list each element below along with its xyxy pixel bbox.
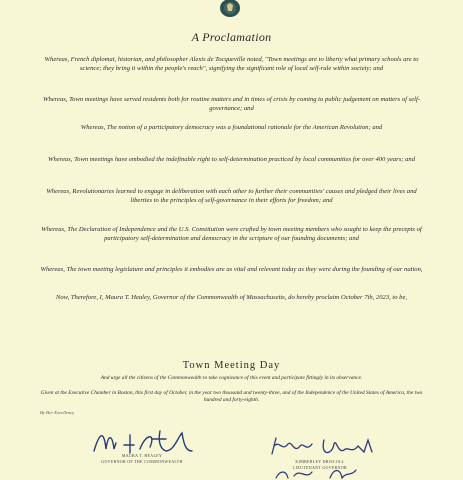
urging-text: And urge all the citizens of the Commonwealth to take cognizance of this event and participate fittingly in its observance. — [100, 375, 363, 381]
lieutenant-governor-name: KIMBERLEY DRISCOLL — [295, 459, 345, 464]
lieutenant-governor-title: LIEUTENANT GOVERNOR — [293, 465, 347, 470]
attest-label: By Her Excellency — [40, 410, 75, 415]
whereas-paragraph-5: Whereas, Revolutionaries learned to engage in deliberation with each other to further their communities' causes and pledged their lives and liberties to the principles of self-governance in their efforts for freedom; and — [46, 188, 417, 204]
whereas-paragraph-6: Whereas, The Declaration of Independence and the U.S. Constitution were crafted by town meeting members who sought to keep the precepts of participatory self-determination and democracy in the scripture of our founding documents; and — [41, 226, 422, 242]
whereas-paragraph-2: Whereas, Town meetings have served residents both for routine matters and in times of crisis by coming to public judgement on matters of self-governance; and — [42, 96, 421, 112]
whereas-paragraph-4: Whereas, Town meetings have embodied the indefinable right to self-determination practiced by local communities for over 400 years; and — [47, 156, 416, 163]
now-therefore-paragraph: Now, Therefore, I, Maura T. Healey, Governor of the Commonwealth of Massachusetts, do hereby proclaim October 7th, 2023, to be, — [55, 294, 408, 301]
town-meeting-day-title: Town Meeting Day — [182, 360, 281, 371]
proclamation-heading: A Proclamation — [191, 30, 272, 44]
governor-name: MAURA T. HEALEY — [121, 453, 163, 458]
governor-title: GOVERNOR OF THE COMMONWEALTH — [101, 459, 183, 464]
given-at-text: Given at the Executive Chamber in Boston, this first day of October, in the year two thousand and twenty-three, and of the Independence of the United States of America, the two hundred and forty-eighth. — [40, 390, 423, 403]
state-seal-icon — [216, 0, 244, 18]
lieutenant-governor-signature — [268, 432, 378, 460]
whereas-paragraph-3: Whereas, The notion of a participatory democracy was a foundational rationale for the American Revolution; and — [80, 124, 383, 131]
secretary-signature — [270, 466, 380, 480]
whereas-paragraph-7: Whereas, The town meeting legislature and principles it embodies are as vital and relevant today as they were during the founding of our nation, — [40, 266, 423, 273]
whereas-paragraph-1: Whereas, French diplomat, historian, and philosopher Alexis de Tocqueville noted, "Town meetings are to liberty what primary schools are to science; they bring it within the people's reach", signifying the significant role of local self-rule within society; and — [44, 56, 419, 72]
